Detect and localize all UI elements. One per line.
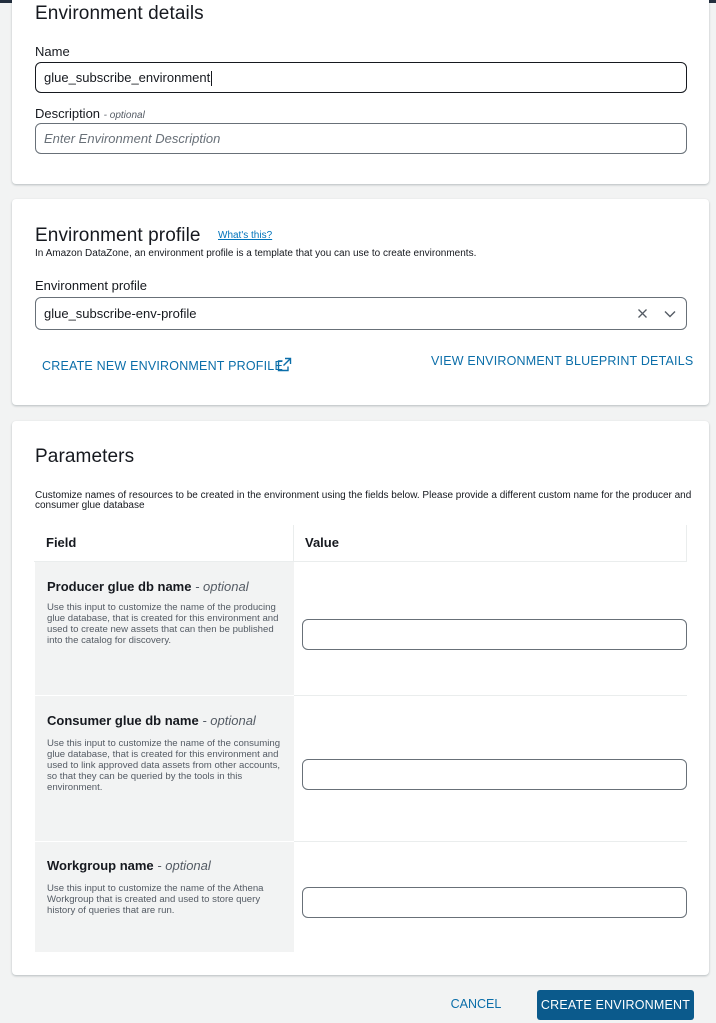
field-optional-tag: - optional [202, 713, 256, 728]
create-environment-button[interactable]: CREATE ENVIRONMENT [537, 990, 694, 1020]
name-input[interactable] [35, 62, 687, 93]
description-label-text: Description [35, 106, 101, 121]
field-name: Consumer glue db name [47, 713, 199, 728]
column-header-value: Value [305, 535, 339, 550]
producer-glue-db-name-label [47, 579, 249, 594]
view-environment-blueprint-details-link[interactable]: VIEW ENVIRONMENT BLUEPRINT DETAILS [431, 354, 694, 368]
field-name: Workgroup name [47, 858, 154, 873]
environment-profile-title: Environment profile [35, 225, 201, 246]
description-optional-tag: - optional [103, 110, 145, 121]
description-input[interactable]: Enter Environment Description [35, 123, 687, 154]
environment-profile-description: In Amazon DataZone, an environment profile is a template that you can use to create environments. [35, 248, 477, 259]
parameters-description: Customize names of resources to be created in the environment using the fields below. Please provide a different custom name for the producer and consumer glue database [35, 490, 692, 511]
workgroup-name-input[interactable] [302, 887, 687, 918]
row-separator [294, 841, 687, 842]
whats-this-link[interactable]: What's this? [218, 230, 273, 241]
name-label: Name [35, 44, 70, 59]
workgroup-name-description: Use this input to customize the name of the Athena Workgroup that is created and used to store query history of queries that are run. [47, 883, 264, 916]
field-name: Producer glue db name [47, 579, 192, 594]
description-label [35, 106, 145, 121]
parameters-table-header [34, 525, 687, 562]
producer-glue-db-name-description: Use this input to customize the name of the producing glue database, that is created for this environment and used to create new assets that can then be published into the catalog for discovery. [47, 602, 279, 646]
field-optional-tag: - optional [157, 858, 211, 873]
name-input-value: glue_subscribe_environment [44, 70, 211, 85]
row-separator [294, 695, 687, 696]
chevron-down-icon[interactable] [664, 310, 676, 318]
environment-profile-select-value: glue_subscribe-env-profile [44, 306, 197, 321]
environment-profile-select-label: Environment profile [35, 278, 147, 293]
consumer-glue-db-name-description: Use this input to customize the name of the consuming glue database, that is created for this environment and used to link approved data assets from other accounts, so that they can be queried by the tools in this environment. [47, 738, 281, 793]
environment-profile-select[interactable] [35, 297, 687, 330]
create-new-environment-profile-link[interactable]: CREATE NEW ENVIRONMENT PROFILE [42, 359, 283, 373]
environment-details-title: Environment details [35, 3, 204, 24]
column-header-field: Field [46, 535, 77, 550]
close-icon[interactable] [637, 308, 648, 319]
consumer-glue-db-name-input[interactable] [302, 759, 687, 790]
producer-glue-db-name-input[interactable] [302, 619, 687, 650]
cancel-button[interactable]: CANCEL [450, 997, 502, 1011]
column-divider-right [686, 525, 687, 561]
consumer-glue-db-name-label [47, 713, 256, 728]
external-link-icon[interactable] [277, 357, 292, 372]
parameters-title: Parameters [35, 446, 135, 467]
text-caret [211, 71, 212, 86]
field-optional-tag: - optional [195, 579, 249, 594]
column-divider [293, 525, 294, 561]
workgroup-name-label [47, 858, 211, 873]
